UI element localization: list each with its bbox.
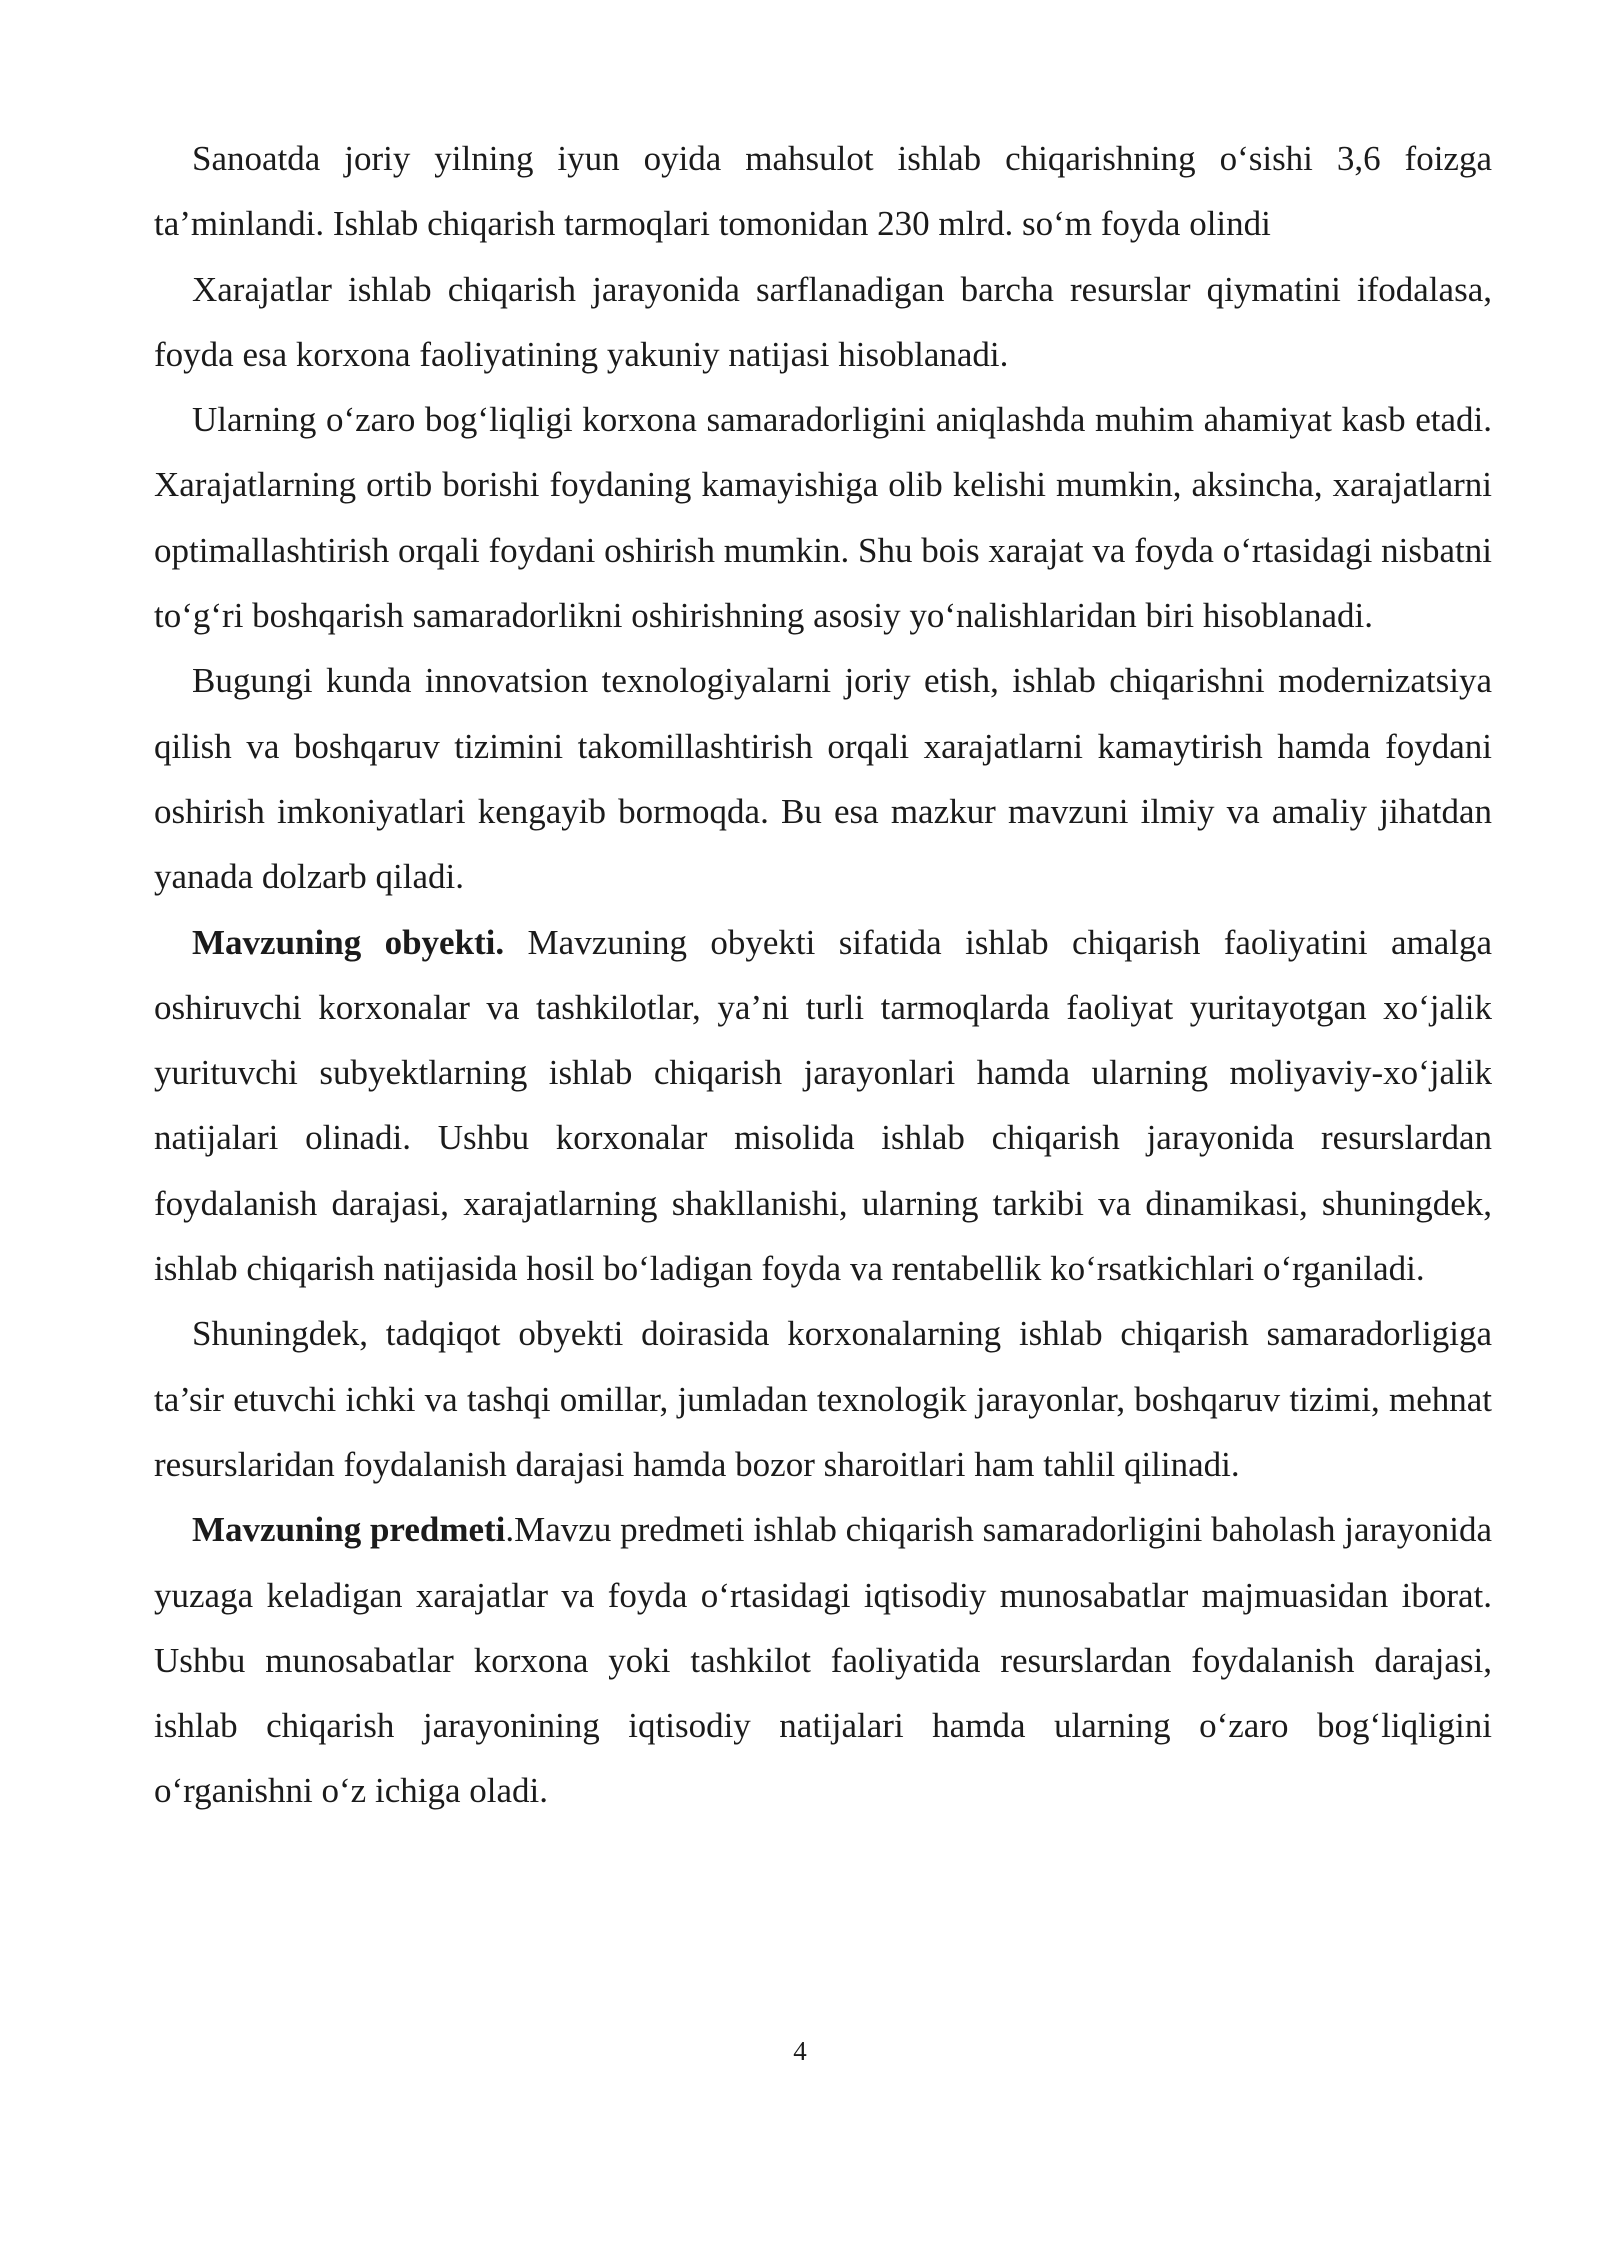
page-number: 4 [793,2036,807,2066]
paragraph-object-scope [154,1301,1492,1497]
paragraph-lead-object: Mavzuning obyekti. [192,922,505,962]
paragraph-research-subject [154,1497,1492,1823]
paragraph-costs-definition [154,257,1492,388]
document-page [154,126,1492,1824]
paragraph-text: Mavzuning obyekti sifatida ishlab chiqarish faoliyatini amalga oshiruvchi korxonalar va tashkilotlar, ya’ni turli tarmoqlarda faoliyat yuritayotgan xo‘jalik yurituvchi subyektlarning ishlab chiqarish jarayonlari hamda ularning moliyaviy-xo‘jalik natijalari olinadi. Ushbu korxonalar misolida ishlab chiqarish jarayonida resurslardan foydalanish darajasi, xarajatlarning shakllanishi, ularning tarkibi va dinamikasi, shuningdek, ishlab chiqarish natijasida hosil bo‘ladigan foyda va rentabellik ko‘rsatkichlari o‘rganiladi. [154,922,1492,1289]
paragraph-interdependence [154,387,1492,648]
paragraph-relevance [154,648,1492,909]
paragraph-research-object [154,910,1492,1302]
paragraph-text: .Mavzu predmeti ishlab chiqarish samaradorligini baholash jarayonida yuzaga keladigan xarajatlar va foyda o‘rtasidagi iqtisodiy munosabatlar majmuasidan iborat. Ushbu munosabatlar korxona yoki tashkilot faoliyatida resurslardan foydalanish darajasi, ishlab chiqarish jarayonining iqtisodiy natijalari hamda ularning o‘zaro bog‘liqligini o‘rganishni o‘z ichiga oladi. [154,1510,1492,1811]
paragraph-text: Shuningdek, tadqiqot obyekti doirasida korxonalarning ishlab chiqarish samaradorligiga ta’sir etuvchi ichki va tashqi omillar, jumladan texnologik jarayonlar, boshqaruv tizimi, mehnat resurslaridan foydalanish darajasi hamda bozor sharoitlari ham tahlil qilinadi. [154,1314,1492,1484]
paragraph-lead-subject: Mavzuning predmeti [192,1510,506,1550]
paragraph-text: Bugungi kunda innovatsion texnologiyalarni joriy etish, ishlab chiqarishni modernizatsiya qilish va boshqaruv tizimini takomillashtirish orqali xarajatlarni kamaytirish hamda foydani oshirish imkoniyatlari kengayib bormoqda. Bu esa mazkur mavzuni ilmiy va amaliy jihatdan yanada dolzarb qiladi. [154,661,1492,897]
paragraph-production-growth [154,126,1492,257]
paragraph-text: Sanoatda joriy yilning iyun oyida mahsulot ishlab chiqarishning o‘sishi 3,6 foizga ta’minlandi. Ishlab chiqarish tarmoqlari tomonidan 230 mlrd. so‘m foyda olindi [154,139,1492,244]
paragraph-text: Xarajatlar ishlab chiqarish jarayonida sarflanadigan barcha resurslar qiymatini ifodalasa, foyda esa korxona faoliyatining yakuniy natijasi hisoblanadi. [154,269,1492,374]
paragraph-text: Ularning o‘zaro bog‘liqligi korxona samaradorligini aniqlashda muhim ahamiyat kasb etadi. Xarajatlarning ortib borishi foydaning kamayishiga olib kelishi mumkin, aksincha, xarajatlarni optimallashtirish orqali foydani oshirish mumkin. Shu bois xarajat va foyda o‘rtasidagi nisbatni to‘g‘ri boshqarish samaradorlikni oshirishning asosiy yo‘nalishlaridan biri hisoblanadi. [154,400,1492,636]
